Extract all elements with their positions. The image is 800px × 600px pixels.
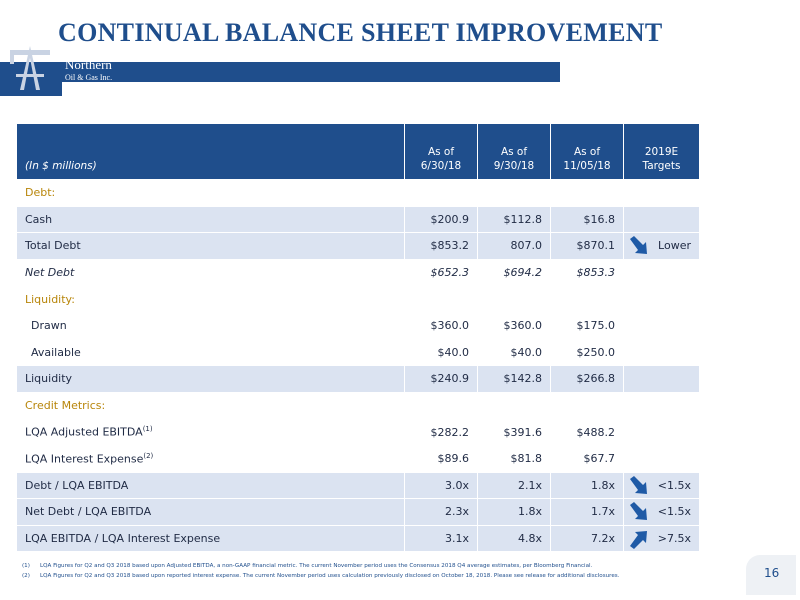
table-row-ebitda-interest: LQA EBITDA / LQA Interest Expense 3.1x 4.8x 7.2x >7.5x bbox=[17, 525, 700, 552]
table-row-total-debt: Total Debt $853.2 807.0 $870.1 Lower bbox=[17, 233, 700, 260]
up-arrow-icon bbox=[628, 528, 650, 550]
header-col-6-30-18: As of 6/30/18 bbox=[405, 124, 478, 180]
down-arrow-icon bbox=[628, 501, 650, 523]
section-debt: Debt: bbox=[17, 180, 700, 207]
balance-sheet-table bbox=[16, 123, 700, 552]
footnotes bbox=[22, 561, 619, 581]
table-header-row bbox=[17, 124, 700, 180]
down-arrow-icon bbox=[628, 235, 650, 257]
table-row-net-debt: Net Debt $652.3 $694.2 $853.3 bbox=[17, 259, 700, 286]
section-liquidity: Liquidity: bbox=[17, 286, 700, 313]
slide-title: CONTINUAL BALANCE SHEET IMPROVEMENT bbox=[58, 18, 663, 47]
table-row-liquidity: Liquidity $240.9 $142.8 $266.8 bbox=[17, 366, 700, 393]
target-cell-ebitda-interest: >7.5x bbox=[624, 525, 700, 552]
table-row-drawn: Drawn $360.0 $360.0 $175.0 bbox=[17, 312, 700, 339]
table-row-netdebt-ebitda: Net Debt / LQA EBITDA 2.3x 1.8x 1.7x <1.5x bbox=[17, 499, 700, 526]
table-row-cash: Cash $200.9 $112.8 $16.8 bbox=[17, 206, 700, 233]
target-cell-debt-ebitda: <1.5x bbox=[624, 472, 700, 499]
target-cell-total-debt: Lower bbox=[624, 233, 700, 260]
table-row-lqa-interest: LQA Interest Expense$^{(2)}$ $89.6 $81.8 $67.7 bbox=[17, 445, 700, 472]
company-logo bbox=[0, 44, 120, 96]
table-row-available: Available $40.0 $40.0 $250.0 bbox=[17, 339, 700, 366]
header-col-9-30-18: As of 9/30/18 bbox=[478, 124, 551, 180]
target-cell-netdebt-ebitda: <1.5x bbox=[624, 499, 700, 526]
logo-name: Northern bbox=[65, 57, 112, 72]
oil-derrick-icon bbox=[0, 44, 62, 96]
down-arrow-icon bbox=[628, 475, 650, 497]
header-units-label: (In $ millions) bbox=[17, 124, 405, 180]
footnote-1: (1) LQA Figures for Q2 and Q3 2018 based upon Adjusted EBITDA, a non-GAAP financial metric. The current November period uses the Consensus 2018 Q4 average estimates, per Bloomberg Financial. bbox=[22, 563, 593, 569]
footnote-2: (2) LQA Figures for Q2 and Q3 2018 based upon reported interest expense. The current November period uses calculation previously disclosed on October 18, 2018. Please see release for additional disclosures. bbox=[22, 573, 620, 579]
table-row-lqa-ebitda: LQA Adjusted EBITDA$^{(1)}$ $282.2 $391.6 $488.2 bbox=[17, 419, 700, 446]
section-credit-metrics: Credit Metrics: bbox=[17, 392, 700, 419]
page-number: 16 bbox=[764, 566, 780, 580]
logo-subname: Oil & Gas Inc. bbox=[65, 73, 113, 82]
header-col-11-05-18: As of 11/05/18 bbox=[551, 124, 624, 180]
header-col-2019e-targets: 2019E Targets bbox=[624, 124, 700, 180]
table-row-debt-ebitda: Debt / LQA EBITDA 3.0x 2.1x 1.8x <1.5x bbox=[17, 472, 700, 499]
